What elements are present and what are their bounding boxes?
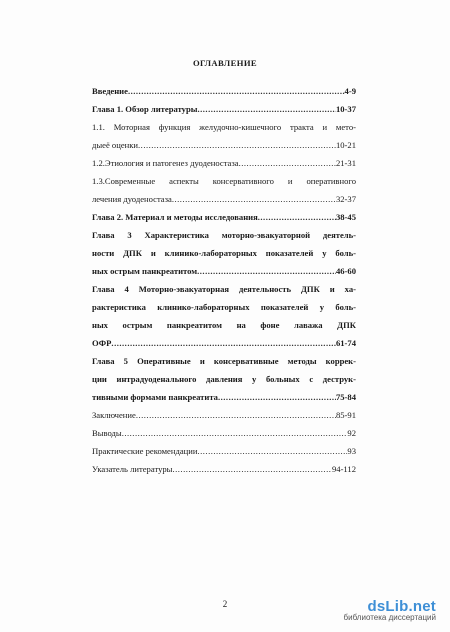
toc-entry-text: тивными формами панкреатита — [92, 392, 218, 402]
toc-entry-text: дыeё оценки — [92, 140, 139, 150]
toc-entry — [92, 154, 356, 172]
watermark — [344, 598, 436, 622]
toc-entry — [92, 280, 356, 352]
page-number: 2 — [222, 599, 228, 609]
toc-leader-dots — [128, 82, 345, 100]
toc-entry — [92, 100, 356, 118]
toc-leader-dots — [197, 100, 335, 118]
toc-page-number: 10-21 — [335, 140, 356, 150]
toc-entry-text: Введение — [92, 86, 128, 96]
toc-page-number: 85-91 — [335, 410, 356, 420]
toc-leader-dots — [197, 262, 336, 280]
table-of-contents — [92, 82, 356, 478]
toc-leader-dots — [111, 334, 336, 352]
toc-entry-text: Глава 1. Обзор литературы — [92, 104, 198, 114]
toc-entry-text: 1.1. Моторная функция желудочно-кишечного тракта и мето- — [92, 122, 356, 132]
toc-entry — [92, 406, 356, 424]
toc-entry — [92, 118, 356, 154]
toc-entry — [92, 424, 356, 442]
toc-leader-dots — [197, 442, 347, 460]
toc-entry — [92, 226, 356, 280]
toc-entry — [92, 172, 356, 208]
toc-entry-text: ных острым панкреатитом — [92, 266, 198, 276]
toc-leader-dots — [172, 190, 336, 208]
toc-entry-text: Выводы — [92, 428, 122, 438]
toc-entry-text: 1.2.Этиология и патогенез дуоденостаза — [92, 158, 239, 168]
page-title: ОГЛАВЛЕНИЕ — [192, 58, 258, 68]
toc-entry — [92, 352, 356, 406]
toc-page-number: 32-37 — [335, 194, 356, 204]
toc-entry-text: Заключение — [92, 410, 136, 420]
toc-page-number: 21-31 — [335, 158, 356, 168]
toc-entry-text: Практические рекомендации — [92, 446, 198, 456]
toc-entry — [92, 460, 356, 478]
toc-leader-dots — [136, 406, 336, 424]
toc-page-number: 4-9 — [344, 86, 356, 96]
toc-page-number: 10-37 — [335, 104, 356, 114]
toc-entry — [92, 208, 356, 226]
toc-page-number: 92 — [347, 428, 356, 438]
toc-entry-text: лечения дуоденостаза — [92, 194, 172, 204]
toc-entry-text: Глава 3 Характеристика моторно-эвакуаторной деятель- — [92, 230, 356, 240]
toc-leader-dots — [218, 388, 336, 406]
toc-entry-text: Глава 4 Моторно-эвакуаторная деятельность ДПК и ха- — [92, 284, 356, 294]
toc-leader-dots — [239, 154, 336, 172]
toc-page-number: 61-74 — [335, 338, 356, 348]
toc-page-number: 46-60 — [335, 266, 356, 276]
toc-entry — [92, 442, 356, 460]
toc-entry-text: ных острым панкреатитом на фоне лаважа ДПК — [92, 320, 356, 330]
watermark-subtitle: библиотека диссертаций — [343, 613, 436, 622]
toc-entry — [92, 82, 356, 100]
toc-leader-dots — [258, 208, 336, 226]
toc-entry-text: ности ДПК и клинико-лабораторных показателей у боль- — [92, 248, 356, 258]
toc-page-number: 75-84 — [335, 392, 356, 402]
toc-page-number: 94-112 — [331, 464, 356, 474]
toc-entry-text: Глава 5 Оперативные и консервативные методы коррек- — [92, 356, 356, 366]
toc-page-number: 93 — [347, 446, 356, 456]
toc-entry-text: Указатель литературы — [92, 464, 173, 474]
toc-leader-dots — [138, 136, 336, 154]
toc-entry-text: 1.3.Современные аспекты консервативного и оперативного — [92, 176, 356, 186]
toc-entry-text: Глава 2. Материал и методы исследования — [92, 212, 258, 222]
toc-page-number: 38-45 — [335, 212, 356, 222]
toc-entry-text: рактеристика клинико-лабораторных показателей у боль- — [92, 302, 356, 312]
watermark-logo: dsLib.net — [367, 598, 436, 615]
toc-entry-text: ОФР — [92, 338, 112, 348]
toc-entry-text: ции интрадуоденального давления у больных с деструк- — [92, 374, 356, 384]
toc-leader-dots — [172, 460, 332, 478]
toc-leader-dots — [122, 424, 348, 442]
